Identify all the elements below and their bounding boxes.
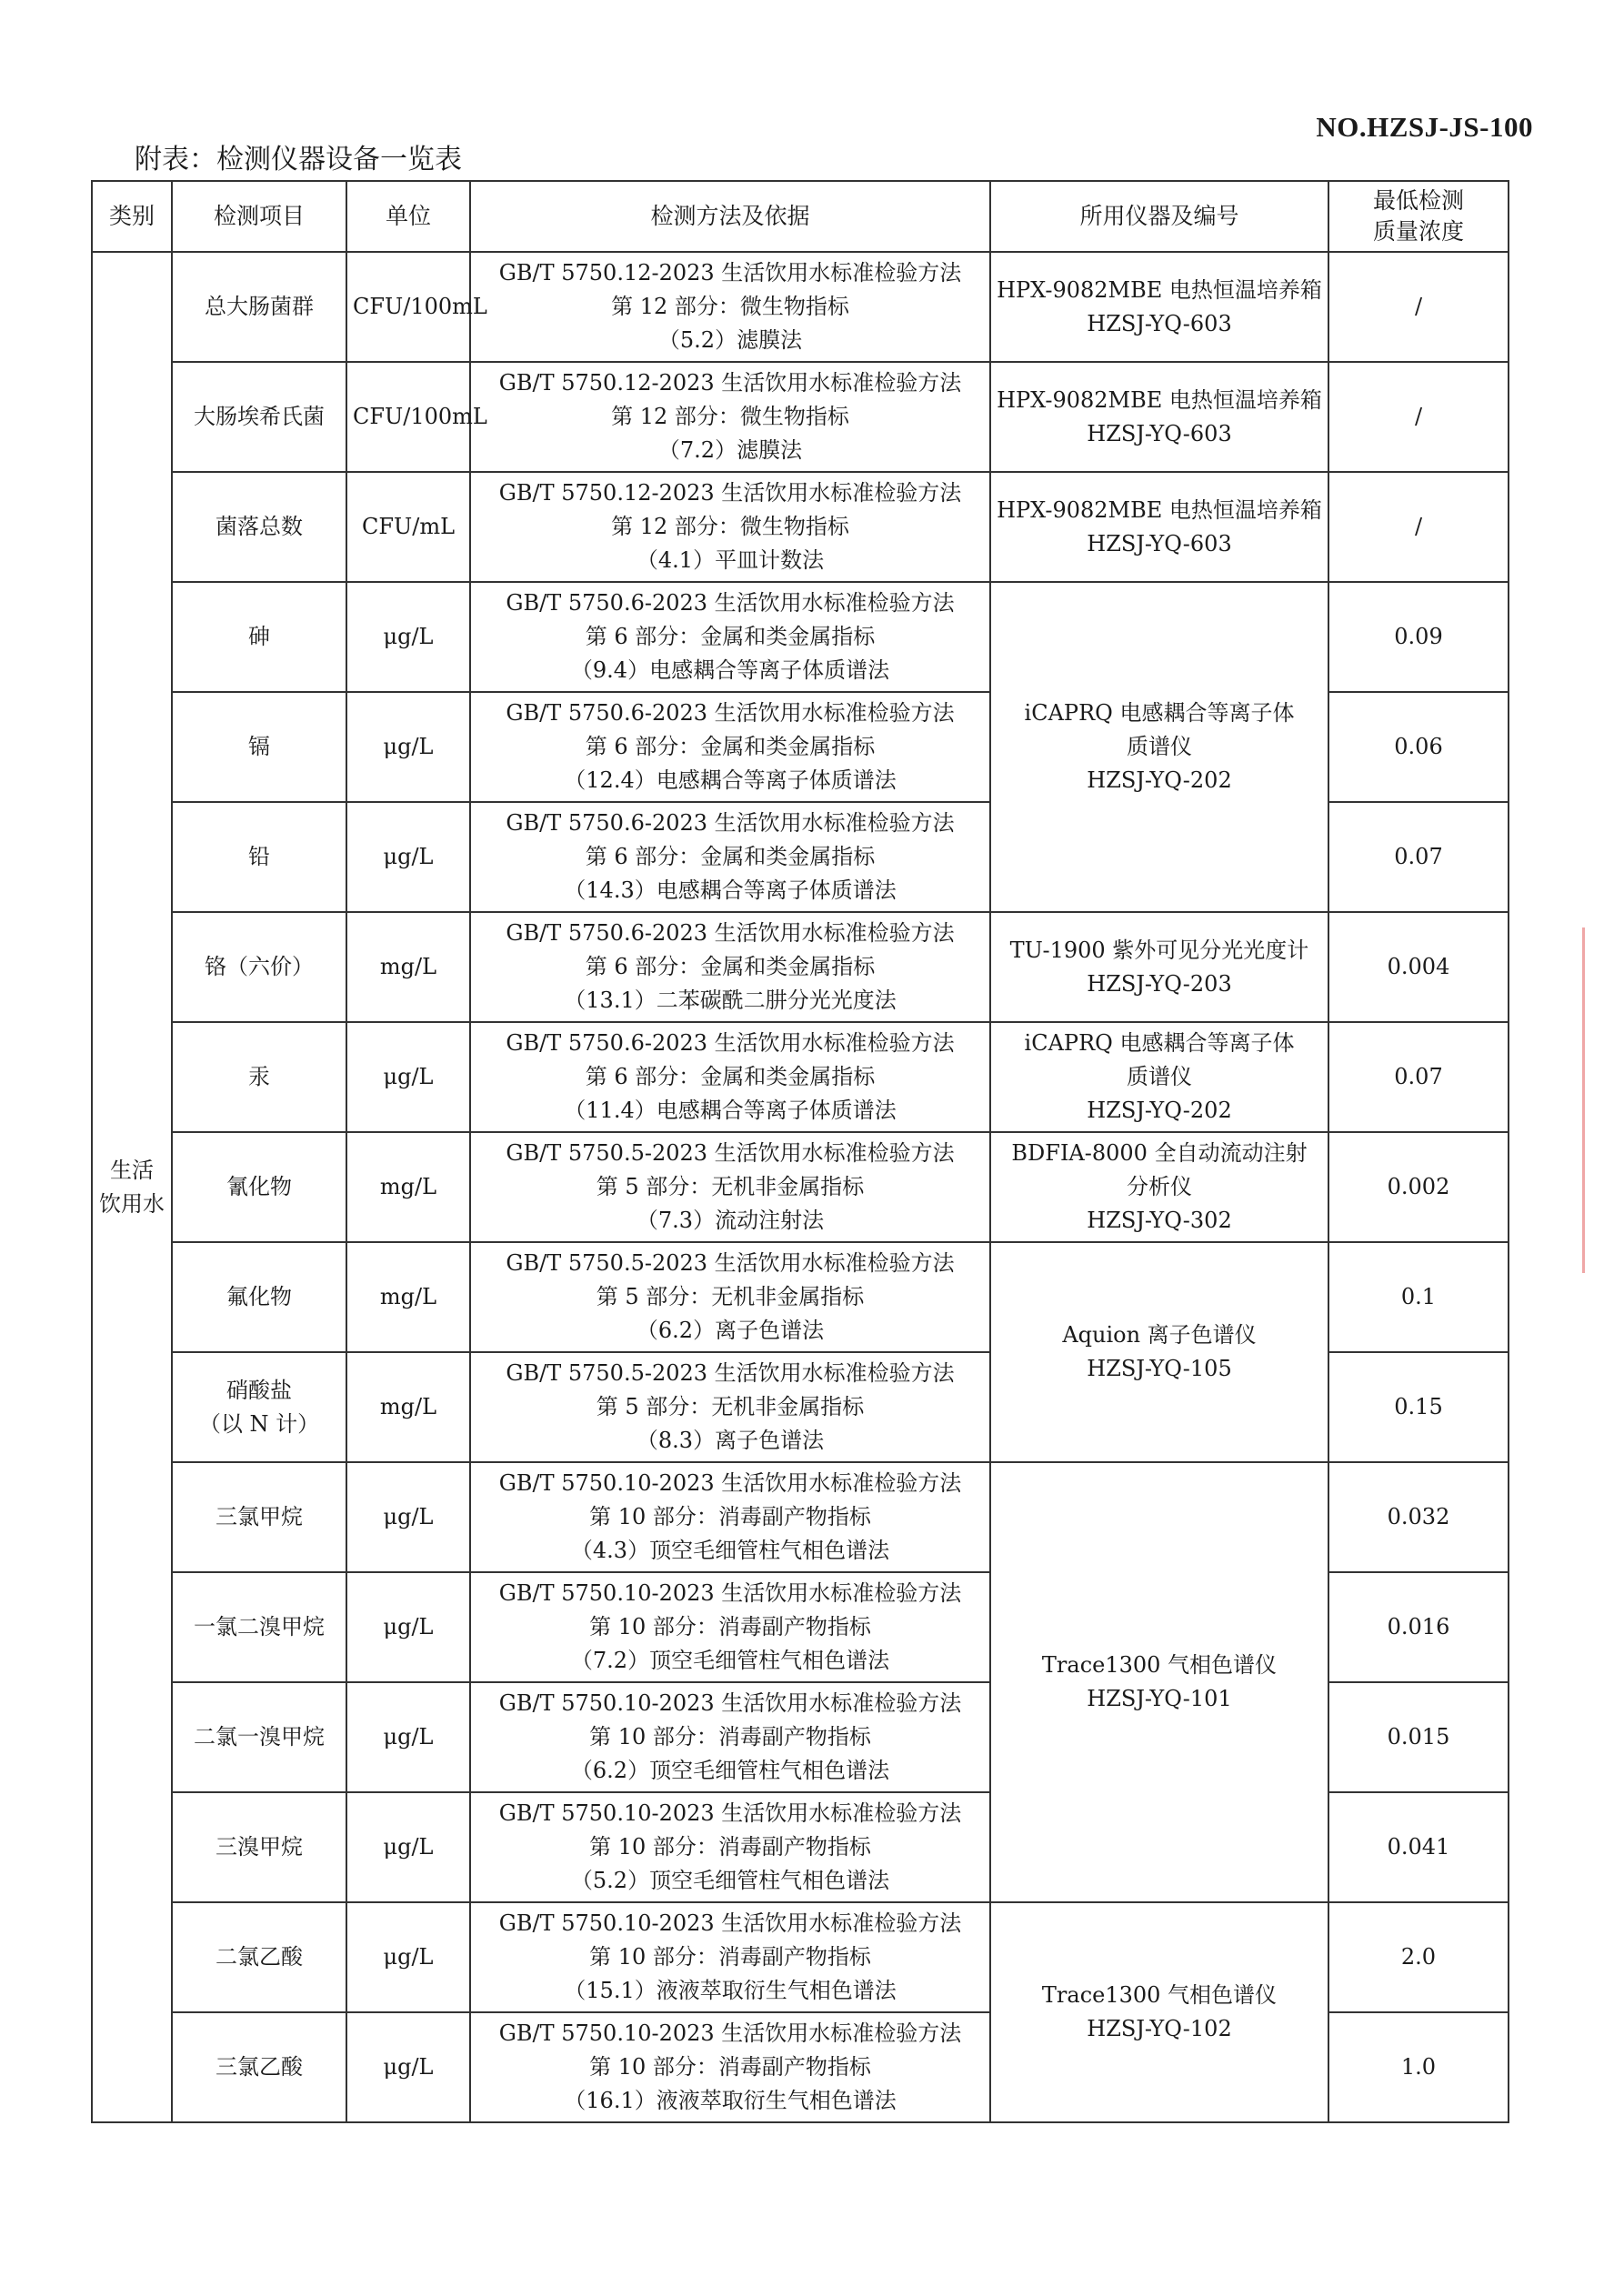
method-line: （5.2）滤膜法 [657,327,803,353]
table-row [92,1902,1509,2012]
limit-cell: 0.1 [1328,1242,1509,1352]
method-line: GB/T 5750.12-2023 生活饮用水标准检验方法 [498,260,962,286]
limit-cell: 0.09 [1328,582,1509,692]
method-line: 第 5 部分：无机非金属指标 [596,1394,865,1419]
method-cell [470,1242,990,1352]
instrument-line: HZSJ-YQ-603 [1087,530,1232,556]
method-line: 第 12 部分：微生物指标 [611,404,849,429]
method-line: 第 10 部分：消毒副产物指标 [589,2054,871,2080]
document-number: NO.HZSJ-JS-100 [1316,111,1533,143]
table-header-row [92,181,1509,252]
method-line: GB/T 5750.6-2023 生活饮用水标准检验方法 [506,700,955,726]
method-cell [470,362,990,472]
method-line: 第 12 部分：微生物指标 [611,514,849,539]
item-cell [172,1792,346,1902]
method-line: （5.2）顶空毛细管柱气相色谱法 [570,1868,890,1893]
unit-cell: μg/L [346,802,470,912]
method-line: GB/T 5750.10-2023 生活饮用水标准检验方法 [498,1910,962,1936]
instrument-line: HPX-9082MBE 电热恒温培养箱 [997,496,1322,523]
item-line: 二氯乙酸 [216,1944,303,1970]
table-row [92,252,1509,362]
method-cell [470,582,990,692]
instrument-line: 分析仪 [1127,1174,1192,1199]
method-line: GB/T 5750.6-2023 生活饮用水标准检验方法 [506,1030,955,1056]
method-line: GB/T 5750.6-2023 生活饮用水标准检验方法 [506,810,955,836]
limit-cell: / [1328,252,1509,362]
method-line: GB/T 5750.6-2023 生活饮用水标准检验方法 [506,920,955,946]
method-line: 第 10 部分：消毒副产物指标 [589,1944,871,1970]
header-category: 类别 [92,181,172,252]
method-cell [470,1352,990,1462]
item-line: （以 N 计） [198,1410,320,1437]
item-line: 铬（六价） [205,954,314,979]
instrument-cell [990,252,1328,362]
unit-cell: CFU/100mL [346,252,470,362]
method-cell [470,1132,990,1242]
method-line: （6.2）离子色谱法 [636,1318,825,1343]
instrument-cell [990,1902,1328,2122]
method-line: 第 10 部分：消毒副产物指标 [589,1724,871,1750]
item-cell [172,1132,346,1242]
instrument-line: 质谱仪 [1127,734,1192,759]
limit-cell: 0.07 [1328,802,1509,912]
instrument-cell [990,1022,1328,1132]
limit-cell: 0.032 [1328,1462,1509,1572]
method-line: （16.1）液液萃取衍生气相色谱法 [564,2088,897,2113]
limit-cell: 0.004 [1328,912,1509,1022]
method-line: GB/T 5750.5-2023 生活饮用水标准检验方法 [506,1360,955,1386]
limit-cell: 1.0 [1328,2012,1509,2122]
instrument-line: Trace1300 气相色谱仪 [1041,1982,1278,2008]
method-cell [470,1572,990,1682]
method-line: 第 6 部分：金属和类金属指标 [585,624,876,649]
item-cell [172,692,346,802]
unit-cell: CFU/100mL [346,362,470,472]
table-row [92,1132,1509,1242]
item-line: 三溴甲烷 [216,1834,303,1860]
instrument-line: HZSJ-YQ-603 [1087,310,1232,336]
method-line: （7.2）滤膜法 [657,437,803,463]
method-line: （13.1）二苯碳酰二肼分光光度法 [564,988,897,1013]
table-row [92,582,1509,692]
item-line: 一氯二溴甲烷 [194,1614,325,1639]
instrument-line: Trace1300 气相色谱仪 [1041,1652,1278,1678]
limit-cell: 0.015 [1328,1682,1509,1792]
method-line: GB/T 5750.5-2023 生活饮用水标准检验方法 [506,1250,955,1276]
method-line: 第 10 部分：消毒副产物指标 [589,1834,871,1860]
red-seal-fragment [1582,927,1624,1273]
limit-cell: 2.0 [1328,1902,1509,2012]
unit-cell: μg/L [346,1902,470,2012]
method-cell [470,2012,990,2122]
method-line: （9.4）电感耦合等离子体质谱法 [570,657,890,683]
unit-cell: mg/L [346,912,470,1022]
limit-cell: 0.06 [1328,692,1509,802]
item-cell [172,1462,346,1572]
item-cell [172,582,346,692]
instrument-cell [990,1242,1328,1462]
item-line: 汞 [248,1064,270,1089]
instrument-line: iCAPRQ 电感耦合等离子体 [1024,700,1295,726]
item-cell [172,1902,346,2012]
header-limit-line: 最低检测 [1372,187,1464,214]
unit-cell: μg/L [346,582,470,692]
instrument-line: HZSJ-YQ-203 [1087,970,1232,997]
unit-cell: mg/L [346,1352,470,1462]
instrument-line: 质谱仪 [1127,1064,1192,1089]
header-limit [1328,181,1509,252]
instrument-cell [990,1132,1328,1242]
instrument-line: Aquion 离子色谱仪 [1062,1322,1257,1348]
method-line: GB/T 5750.5-2023 生活饮用水标准检验方法 [506,1140,955,1166]
method-line: （8.3）离子色谱法 [636,1428,825,1453]
method-line: GB/T 5750.10-2023 生活饮用水标准检验方法 [498,1690,962,1716]
method-line: GB/T 5750.10-2023 生活饮用水标准检验方法 [498,1800,962,1826]
method-line: （14.3）电感耦合等离子体质谱法 [564,877,897,903]
unit-cell: μg/L [346,1682,470,1792]
method-cell [470,252,990,362]
method-cell [470,1022,990,1132]
item-cell [172,1352,346,1462]
instrument-cell [990,582,1328,912]
instrument-line: iCAPRQ 电感耦合等离子体 [1024,1030,1295,1056]
instrument-line: HZSJ-YQ-302 [1087,1208,1232,1233]
method-line: GB/T 5750.10-2023 生活饮用水标准检验方法 [498,1470,962,1496]
item-line: 镉 [248,734,270,759]
table-caption: 附表：检测仪器设备一览表 [135,144,462,175]
item-cell [172,362,346,472]
item-line: 菌落总数 [216,514,303,539]
item-line: 大肠埃希氏菌 [194,404,325,429]
instrument-line: HZSJ-YQ-202 [1087,1098,1232,1123]
item-line: 铅 [248,844,270,869]
item-line: 砷 [248,624,270,649]
method-line: GB/T 5750.12-2023 生活饮用水标准检验方法 [498,480,962,506]
item-line: 三氯甲烷 [216,1504,303,1529]
unit-cell: mg/L [346,1132,470,1242]
method-line: 第 5 部分：无机非金属指标 [596,1174,865,1199]
method-cell [470,1682,990,1792]
method-cell [470,802,990,912]
header-item: 检测项目 [172,181,346,252]
category-cell [92,252,172,2122]
unit-cell: mg/L [346,1242,470,1352]
method-line: （6.2）顶空毛细管柱气相色谱法 [570,1758,890,1783]
table-row [92,1242,1509,1352]
instrument-line: HPX-9082MBE 电热恒温培养箱 [997,276,1322,303]
limit-cell: 0.07 [1328,1022,1509,1132]
method-line: （12.4）电感耦合等离子体质谱法 [564,767,897,793]
table-row [92,912,1509,1022]
item-cell [172,1572,346,1682]
instrument-line: HZSJ-YQ-102 [1087,2016,1232,2041]
item-line: 二氯一溴甲烷 [194,1724,325,1750]
method-line: 第 6 部分：金属和类金属指标 [585,1064,876,1089]
method-cell [470,692,990,802]
limit-cell: / [1328,472,1509,582]
method-line: 第 12 部分：微生物指标 [611,294,849,319]
header-method: 检测方法及依据 [470,181,990,252]
item-line: 总大肠菌群 [205,294,314,319]
header-unit: 单位 [346,181,470,252]
method-line: （7.3）流动注射法 [636,1208,825,1233]
instrument-line: HPX-9082MBE 电热恒温培养箱 [997,386,1322,413]
method-line: 第 10 部分：消毒副产物指标 [589,1504,871,1529]
limit-cell: 0.002 [1328,1132,1509,1242]
unit-cell: μg/L [346,692,470,802]
unit-cell: CFU/mL [346,472,470,582]
limit-cell: 0.041 [1328,1792,1509,1902]
method-line: GB/T 5750.10-2023 生活饮用水标准检验方法 [498,2020,962,2046]
method-line: GB/T 5750.6-2023 生活饮用水标准检验方法 [506,590,955,616]
unit-cell: μg/L [346,1462,470,1572]
instrument-cell [990,1462,1328,1902]
header-limit-line: 质量浓度 [1372,218,1464,245]
table-row [92,1022,1509,1132]
instrument-line: HZSJ-YQ-105 [1087,1356,1232,1381]
instrument-cell [990,912,1328,1022]
item-cell [172,2012,346,2122]
method-line: 第 5 部分：无机非金属指标 [596,1284,865,1309]
method-line: 第 10 部分：消毒副产物指标 [589,1614,871,1639]
method-line: GB/T 5750.12-2023 生活饮用水标准检验方法 [498,370,962,396]
item-line: 氟化物 [226,1284,292,1309]
method-line: （7.2）顶空毛细管柱气相色谱法 [570,1648,890,1673]
method-line: （15.1）液液萃取衍生气相色谱法 [564,1978,897,2003]
instrument-line: TU-1900 紫外可见分光光度计 [1009,937,1309,963]
limit-cell: 0.15 [1328,1352,1509,1462]
item-line: 硝酸盐 [226,1377,292,1403]
item-cell [172,912,346,1022]
method-line: （4.1）平皿计数法 [636,547,825,573]
method-line: （11.4）电感耦合等离子体质谱法 [564,1098,897,1123]
method-cell [470,1902,990,2012]
method-line: 第 6 部分：金属和类金属指标 [585,844,876,869]
method-cell [470,912,990,1022]
method-line: 第 6 部分：金属和类金属指标 [585,954,876,979]
table-row [92,362,1509,472]
method-line: （4.3）顶空毛细管柱气相色谱法 [570,1538,890,1563]
table-body [92,252,1509,2122]
item-cell [172,1022,346,1132]
method-line: GB/T 5750.10-2023 生活饮用水标准检验方法 [498,1580,962,1606]
instrument-cell [990,362,1328,472]
unit-cell: μg/L [346,1022,470,1132]
table-row [92,1462,1509,1572]
item-cell [172,252,346,362]
limit-cell: 0.016 [1328,1572,1509,1682]
item-cell [172,1242,346,1352]
method-cell [470,1462,990,1572]
unit-cell: μg/L [346,1792,470,1902]
unit-cell: μg/L [346,1572,470,1682]
category-line: 生活 [110,1157,154,1183]
method-cell [470,1792,990,1902]
instrument-line: BDFIA-8000 全自动流动注射 [1011,1140,1308,1166]
item-line: 三氯乙酸 [216,2054,303,2080]
instrument-cell [990,472,1328,582]
item-line: 氰化物 [226,1174,292,1199]
item-cell [172,1682,346,1792]
instrument-line: HZSJ-YQ-603 [1087,420,1232,446]
instrument-line: HZSJ-YQ-202 [1087,767,1232,793]
instrument-line: HZSJ-YQ-101 [1087,1686,1232,1711]
method-line: 第 6 部分：金属和类金属指标 [585,734,876,759]
limit-cell: / [1328,362,1509,472]
method-cell [470,472,990,582]
table-row [92,472,1509,582]
unit-cell: μg/L [346,2012,470,2122]
header-instrument: 所用仪器及编号 [990,181,1328,252]
category-line: 饮用水 [99,1190,165,1217]
instrument-table [91,180,1509,2123]
item-cell [172,802,346,912]
item-cell [172,472,346,582]
